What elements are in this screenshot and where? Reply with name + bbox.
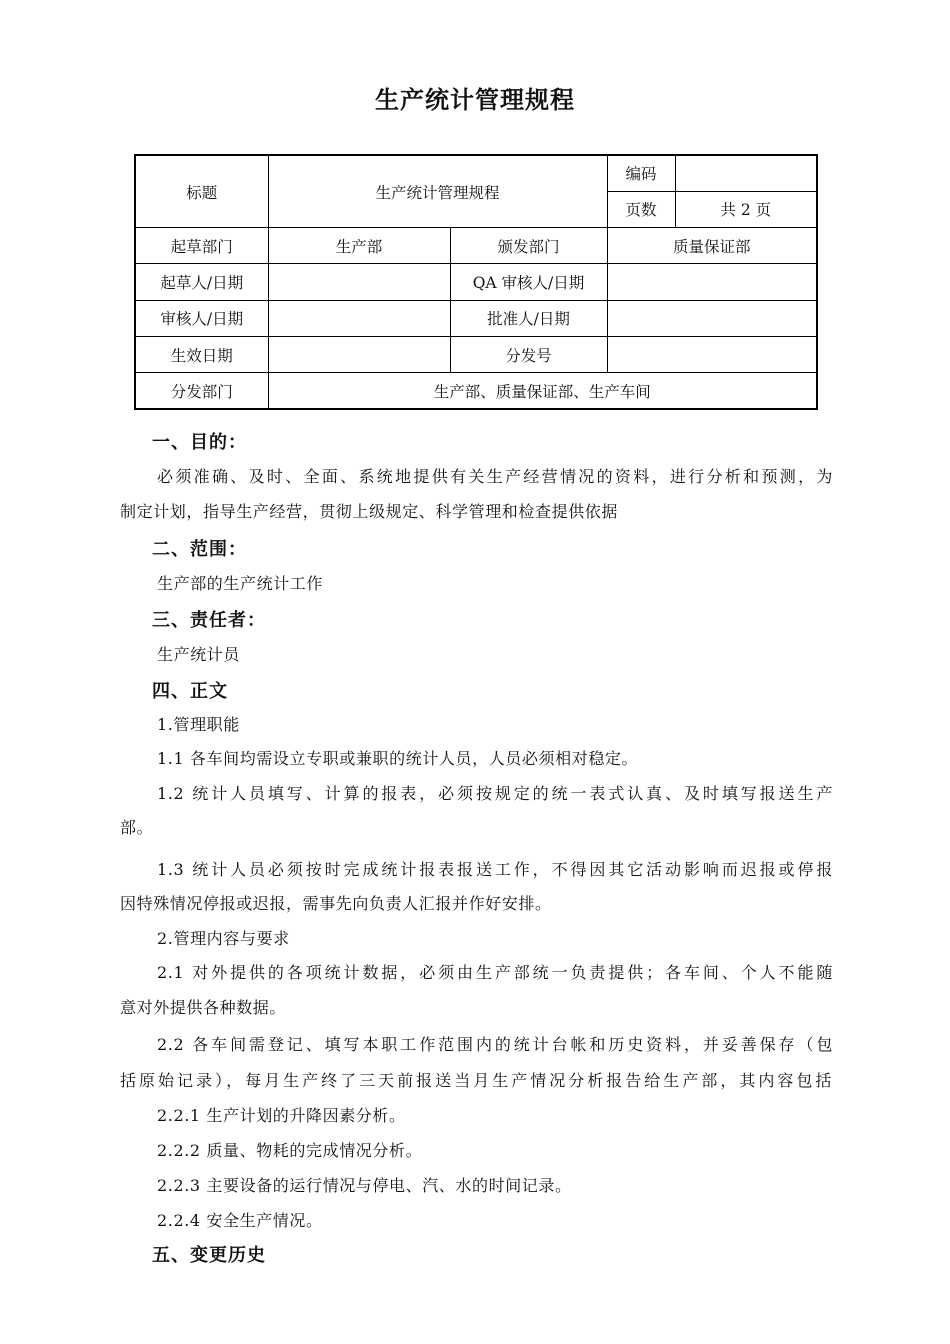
reviewer-value-cell: [268, 300, 450, 336]
clause-2-1-line-2: 意对外提供各种数据。: [120, 998, 287, 1017]
dist-no-label-cell: 分发号: [450, 336, 607, 372]
section-heading-responsible: 三、责任者：: [152, 610, 266, 631]
responsible-text: 生产统计员: [157, 645, 241, 664]
draft-dept-value-cell: 生产部: [268, 228, 450, 264]
qa-reviewer-label-cell: QA 审核人/日期: [450, 264, 607, 300]
clause-2: 2.管理内容与要求: [157, 929, 290, 948]
scope-text: 生产部的生产统计工作: [157, 574, 324, 593]
document-title: 生产统计管理规程: [375, 86, 575, 114]
clause-1: 1.管理职能: [157, 715, 240, 734]
title-label-cell: 标题: [135, 155, 268, 228]
draft-dept-label-cell: 起草部门: [135, 228, 268, 264]
clause-2-2-line-2: 括原始记录），每月生产终了三天前报送当月生产情况分析报告给生产部，其内容包括: [120, 1071, 832, 1090]
effective-date-label-cell: 生效日期: [135, 336, 268, 372]
purpose-text-line-2: 制定计划，指导生产经营，贯彻上级规定、科学管理和检查提供依据: [120, 502, 619, 521]
reviewer-label-cell: 审核人/日期: [135, 300, 268, 336]
dist-dept-value-cell: 生产部、质量保证部、生产车间: [268, 373, 817, 409]
drafter-value-cell: [268, 264, 450, 300]
section-heading-scope: 二、范围：: [152, 539, 247, 560]
approver-value-cell: [607, 300, 817, 336]
section-heading-body: 四、正文: [152, 681, 228, 702]
purpose-text-line-1: 必须准确、及时、全面、系统地提供有关生产经营情况的资料，进行分析和预测，为: [157, 467, 833, 486]
title-value-cell: 生产统计管理规程: [268, 155, 607, 228]
clause-1-3-line-1: 1.3 统计人员必须按时完成统计报表报送工作，不得因其它活动影响而迟报或停报: [157, 860, 833, 879]
clause-1-2-line-2: 部。: [120, 818, 154, 837]
clause-2-2-3: 2.2.3 主要设备的运行情况与停电、汽、水的时间记录。: [157, 1176, 572, 1195]
pages-value-cell: 共 2 页: [675, 191, 817, 227]
section-heading-change-history: 五、变更历史: [152, 1245, 266, 1266]
code-label-cell: 编码: [607, 155, 675, 191]
clause-2-2-2: 2.2.2 质量、物耗的完成情况分析。: [157, 1141, 423, 1160]
code-value-cell: [675, 155, 817, 191]
issue-dept-value-cell: 质量保证部: [607, 228, 817, 264]
clause-1-3-line-2: 因特殊情况停报或迟报，需事先向负责人汇报并作好安排。: [120, 894, 552, 913]
dist-dept-label-cell: 分发部门: [135, 373, 268, 409]
drafter-label-cell: 起草人/日期: [135, 264, 268, 300]
clause-2-2-4: 2.2.4 安全生产情况。: [157, 1211, 323, 1230]
effective-date-value-cell: [268, 336, 450, 372]
clause-1-2-line-1: 1.2 统计人员填写、计算的报表，必须按规定的统一表式认真、及时填写报送生产: [157, 784, 833, 803]
section-heading-purpose: 一、目的：: [152, 432, 247, 453]
clause-2-1-line-1: 2.1 对外提供的各项统计数据，必须由生产部统一负责提供；各车间、个人不能随: [157, 963, 833, 982]
clause-2-2-line-1: 2.2 各车间需登记、填写本职工作范围内的统计台帐和历史资料，并妥善保存（包: [157, 1035, 833, 1054]
pages-label-cell: 页数: [607, 191, 675, 227]
clause-2-2-1: 2.2.1 生产计划的升降因素分析。: [157, 1106, 406, 1125]
dist-no-value-cell: [607, 336, 817, 372]
qa-reviewer-value-cell: [607, 264, 817, 300]
clause-1-1: 1.1 各车间均需设立专职或兼职的统计人员，人员必须相对稳定。: [157, 749, 639, 768]
approver-label-cell: 批准人/日期: [450, 300, 607, 336]
document-control-table: [134, 154, 818, 410]
issue-dept-label-cell: 颁发部门: [450, 228, 607, 264]
